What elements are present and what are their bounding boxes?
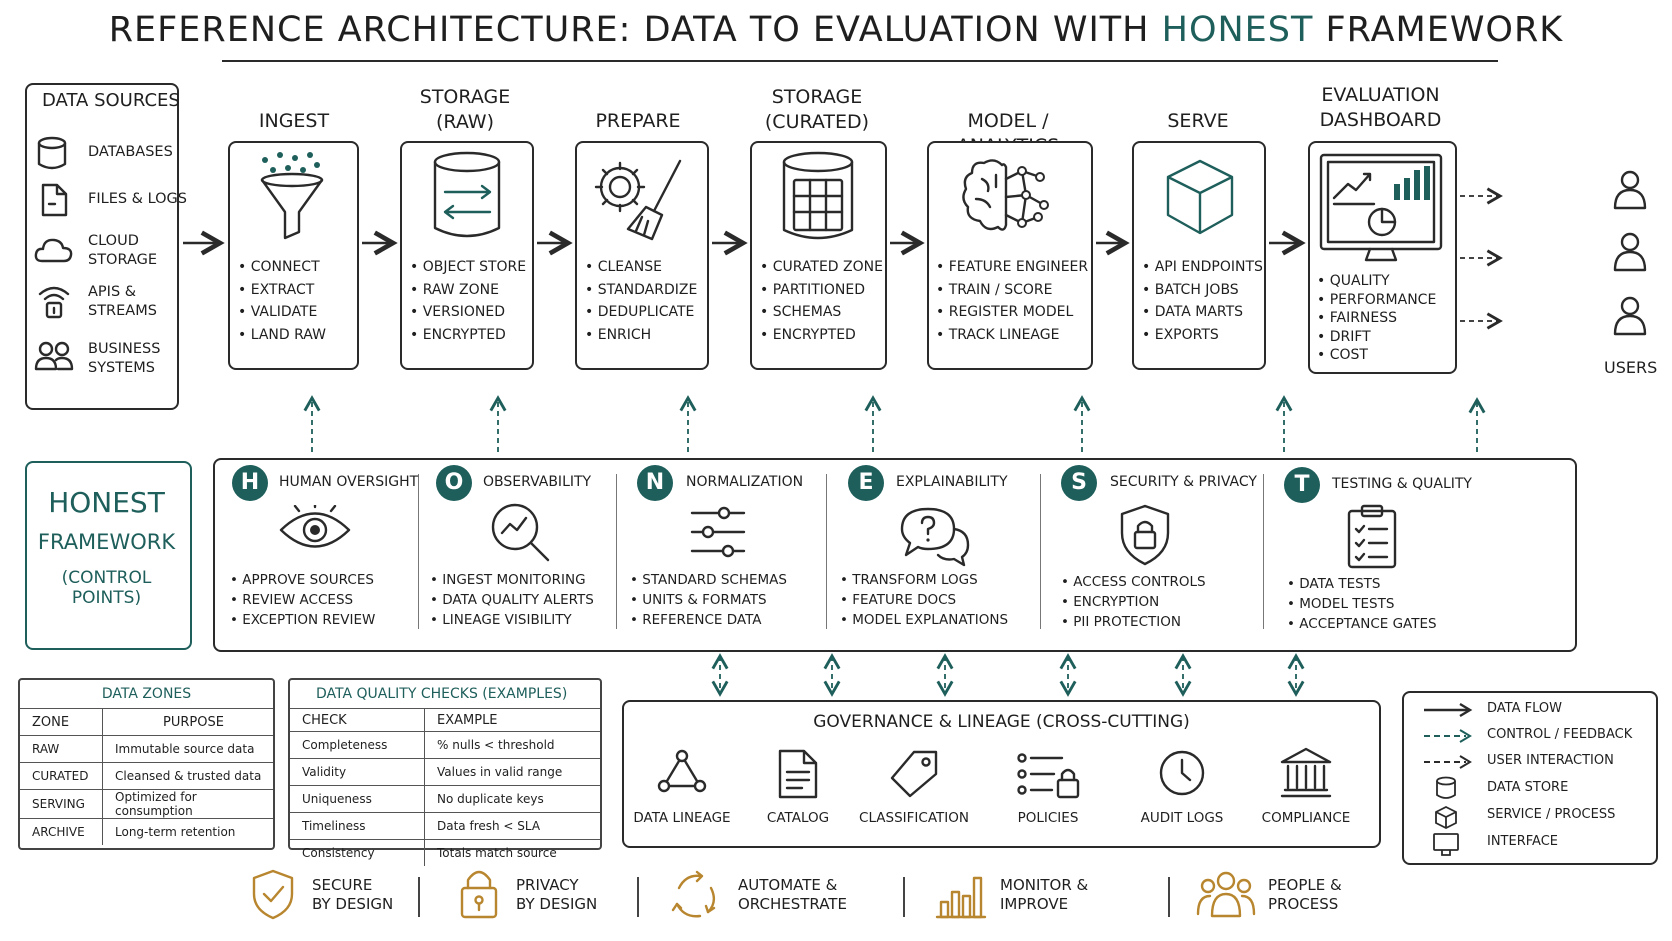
honest-letter-h: H: [232, 465, 268, 501]
table-cell: Completeness: [290, 732, 425, 759]
bullet: • ACCEPTANCE GATES: [1287, 614, 1437, 634]
user-icon: [1612, 296, 1648, 336]
bullet: • FEATURE ENGINEER: [936, 256, 1088, 279]
bullet: • CLEANSE: [585, 256, 697, 279]
table-header: ZONE: [20, 709, 103, 736]
dq-checks-grid: [290, 708, 600, 866]
table-cell: SERVING: [20, 790, 103, 819]
bullet: • API ENDPOINTS: [1142, 256, 1263, 279]
footer-privacy-by-design: PRIVACY BY DESIGN: [516, 876, 598, 913]
page-title: [0, 10, 1672, 50]
legend-data-store: DATA STORE: [1487, 780, 1569, 795]
bullet: • REGISTER MODEL: [936, 301, 1088, 324]
api-icon: [36, 284, 72, 320]
stage-ingest-label: INGEST: [258, 110, 330, 132]
stage-prepare-bullets: [585, 256, 697, 346]
divider: [903, 877, 905, 917]
dq-checks-title: DATA QUALITY CHECKS (EXAMPLES): [316, 686, 568, 702]
honest-bullets-h: [230, 570, 375, 630]
bullet: • MODEL TESTS: [1287, 594, 1437, 614]
magnifier-chart-icon: [488, 500, 558, 565]
policy-list-lock-icon: [1016, 750, 1082, 800]
sliders-icon: [688, 505, 748, 560]
bullet: • TRANSFORM LOGS: [840, 570, 1008, 590]
bullet: • CURATED ZONE: [760, 256, 883, 279]
clock-icon: [1157, 748, 1207, 798]
table-row: [290, 732, 600, 759]
bullet: • EXCEPTION REVIEW: [230, 610, 375, 630]
bullet: • REFERENCE DATA: [630, 610, 787, 630]
honest-letter-e: E: [848, 465, 884, 501]
stage-evaluation-bullets: [1317, 272, 1436, 365]
table-cell: No duplicate keys: [425, 786, 601, 813]
gov-data-lineage: DATA LINEAGE: [633, 810, 731, 826]
table-cell: % nulls < threshold: [425, 732, 601, 759]
table-cell: Immutable source data: [103, 736, 274, 763]
bullet: • COST: [1317, 346, 1436, 365]
gear-broom-icon: [590, 155, 690, 245]
divider: [637, 877, 639, 917]
funnel-icon: [255, 150, 330, 245]
bullet: • QUALITY: [1317, 272, 1436, 291]
data-zones-table: [18, 678, 275, 850]
bank-icon: [1278, 746, 1334, 800]
table-cell: Validity: [290, 759, 425, 786]
table-row: [20, 763, 273, 790]
bullet: • VERSIONED: [410, 301, 526, 324]
table-cell: Long-term retention: [103, 819, 274, 846]
data-zones-title: DATA ZONES: [101, 686, 192, 702]
honest-letter-o: O: [436, 465, 472, 501]
table-cell: Cleansed & trusted data: [103, 763, 274, 790]
bullet: • TRACK LINEAGE: [936, 324, 1088, 347]
source-apis-streams: APIS & STREAMS: [88, 284, 157, 319]
bullet: • REVIEW ACCESS: [230, 590, 375, 610]
brain-network-icon: [960, 155, 1055, 240]
gov-classification: CLASSIFICATION: [859, 810, 969, 826]
people-group-icon: [1196, 868, 1256, 920]
bullet: • STANDARD SCHEMAS: [630, 570, 787, 590]
honest-letter-s: S: [1061, 465, 1097, 501]
honest-label-line2: FRAMEWORK: [37, 530, 176, 554]
source-cloud-storage: CLOUD STORAGE: [88, 233, 158, 268]
bullet: • ENCRYPTION: [1061, 592, 1206, 612]
table-row: [290, 813, 600, 840]
bullet: • EXPORTS: [1142, 324, 1263, 347]
user-icon: [1612, 232, 1648, 272]
document-icon: [776, 748, 820, 800]
divider: [1168, 877, 1170, 917]
stage-serve-label: SERVE: [1167, 110, 1229, 132]
tag-icon: [888, 748, 940, 800]
dq-checks-table: [288, 678, 602, 860]
bullet: • ENCRYPTED: [410, 324, 526, 347]
bullet: • RAW ZONE: [410, 279, 526, 302]
table-cell: Timeliness: [290, 813, 425, 840]
table-row: [290, 786, 600, 813]
bullet: • OBJECT STORE: [410, 256, 526, 279]
stage-evaluation-label: EVALUATION DASHBOARD: [1319, 84, 1442, 131]
bullet: • LINEAGE VISIBILITY: [430, 610, 594, 630]
divider: [418, 474, 419, 629]
stage-storage-curated-label: STORAGE (CURATED): [764, 86, 870, 133]
legend-data-flow: DATA FLOW: [1487, 701, 1562, 716]
bullet: • VALIDATE: [238, 301, 326, 324]
shield-check-icon: [250, 868, 296, 920]
bullet: • PERFORMANCE: [1317, 291, 1436, 310]
stage-ingest-bullets: [238, 256, 326, 346]
dashboard-monitor-icon: [1318, 152, 1444, 267]
table-cell: Data fresh < SLA: [425, 813, 601, 840]
cloud-icon: [34, 234, 74, 264]
legend-icons: [1420, 700, 1480, 860]
gov-catalog: CATALOG: [766, 810, 830, 826]
honest-letter-n: N: [637, 465, 673, 501]
honest-bullets-o: [430, 570, 594, 630]
legend-service-process: SERVICE / PROCESS: [1487, 807, 1616, 822]
honest-bullets-e: [840, 570, 1008, 630]
eye-icon: [277, 505, 353, 555]
legend-interface: INTERFACE: [1487, 834, 1558, 849]
table-cell: RAW: [20, 736, 103, 763]
title-underline: [222, 60, 1498, 62]
data-zones-grid: [20, 708, 273, 845]
table-row: [20, 790, 273, 819]
footer-secure-by-design: SECURE BY DESIGN: [312, 876, 394, 913]
padlock-icon: [458, 866, 500, 920]
bullet: • MODEL EXPLANATIONS: [840, 610, 1008, 630]
source-business-systems: BUSINESS SYSTEMS: [88, 341, 161, 376]
stage-storage-raw-label: STORAGE (RAW): [419, 86, 511, 133]
bullet: • INGEST MONITORING: [430, 570, 594, 590]
honest-name-t: TESTING & QUALITY: [1332, 476, 1472, 492]
bullet: • DATA MARTS: [1142, 301, 1263, 324]
table-header: EXAMPLE: [425, 709, 601, 732]
bullet: • DATA QUALITY ALERTS: [430, 590, 594, 610]
governance-title: GOVERNANCE & LINEAGE (CROSS-CUTTING): [813, 712, 1190, 732]
divider: [418, 877, 420, 917]
title-prefix: REFERENCE ARCHITECTURE: DATA TO EVALUATION WITH: [108, 10, 1150, 50]
honest-name-o: OBSERVABILITY: [483, 474, 592, 490]
data-sources-title: DATA SOURCES: [42, 90, 180, 111]
user-icon: [1612, 170, 1648, 210]
bar-chart-icon: [935, 868, 987, 920]
bullet: • UNITS & FORMATS: [630, 590, 787, 610]
cube-icon: [1160, 155, 1240, 240]
footer-automate-orchestrate: AUTOMATE & ORCHESTRATE: [738, 876, 847, 913]
legend-user-interaction: USER INTERACTION: [1487, 753, 1614, 768]
people-icon: [34, 340, 74, 372]
gov-compliance: COMPLIANCE: [1261, 810, 1351, 826]
honest-bullets-n: [630, 570, 787, 630]
bullet: • SCHEMAS: [760, 301, 883, 324]
footer-monitor-improve: MONITOR & IMPROVE: [1000, 876, 1089, 913]
bullet: • CONNECT: [238, 256, 326, 279]
bullet: • ACCESS CONTROLS: [1061, 572, 1206, 592]
divider: [1263, 474, 1264, 629]
divider: [1040, 474, 1041, 629]
source-databases: DATABASES: [88, 144, 173, 160]
file-icon: [40, 182, 70, 218]
table-row: [20, 819, 273, 846]
honest-label-line3: (CONTROL POINTS): [61, 568, 152, 608]
footer-people-process: PEOPLE & PROCESS: [1268, 876, 1342, 913]
database-icon: [430, 150, 505, 245]
honest-name-s: SECURITY & PRIVACY: [1110, 474, 1257, 490]
bullet: • BATCH JOBS: [1142, 279, 1263, 302]
database-icon: [36, 136, 72, 172]
divider: [616, 474, 617, 629]
bullet: • DEDUPLICATE: [585, 301, 697, 324]
honest-name-e: EXPLAINABILITY: [896, 474, 1008, 490]
title-suffix: FRAMEWORK: [1325, 10, 1564, 50]
source-files-logs: FILES & LOGS: [88, 191, 188, 207]
bullet: • LAND RAW: [238, 324, 326, 347]
stage-storage-raw-bullets: [410, 256, 526, 346]
honest-name-h: HUMAN OVERSIGHT: [279, 474, 419, 490]
honest-name-n: NORMALIZATION: [686, 474, 804, 490]
bullet: • FAIRNESS: [1317, 309, 1436, 328]
question-bubble-icon: [898, 505, 972, 567]
divider: [826, 474, 827, 629]
table-header: CHECK: [290, 709, 425, 732]
table-cell: Values in valid range: [425, 759, 601, 786]
table-database-icon: [778, 150, 858, 245]
bullet: • TRAIN / SCORE: [936, 279, 1088, 302]
table-cell: Uniqueness: [290, 786, 425, 813]
stage-serve-bullets: [1142, 256, 1263, 346]
table-cell: ARCHIVE: [20, 819, 103, 846]
bullet: • PII PROTECTION: [1061, 612, 1206, 632]
stage-model-bullets: [936, 256, 1088, 346]
bullet: • APPROVE SOURCES: [230, 570, 375, 590]
checklist-icon: [1345, 503, 1399, 571]
table-cell: CURATED: [20, 763, 103, 790]
bullet: • EXTRACT: [238, 279, 326, 302]
cycle-icon: [670, 870, 720, 920]
bullet: • DRIFT: [1317, 328, 1436, 347]
legend-control-feedback: CONTROL / FEEDBACK: [1487, 727, 1633, 742]
bullet: • ENRICH: [585, 324, 697, 347]
gov-audit-logs: AUDIT LOGS: [1140, 810, 1224, 826]
bullet: • PARTITIONED: [760, 279, 883, 302]
stage-model-label: MODEL /: [967, 110, 1049, 132]
bullet: • DATA TESTS: [1287, 574, 1437, 594]
honest-letter-t: T: [1284, 467, 1320, 503]
table-header: PURPOSE: [103, 709, 274, 736]
table-cell: Optimized for consumption: [103, 790, 274, 819]
table-cell: Totals match source: [425, 840, 601, 867]
table-row: [20, 736, 273, 763]
lineage-icon: [654, 748, 710, 796]
bullet: • STANDARDIZE: [585, 279, 697, 302]
table-cell: Consistency: [290, 840, 425, 867]
honest-bullets-t: [1287, 574, 1437, 634]
table-row: [290, 840, 600, 867]
bullet: • FEATURE DOCS: [840, 590, 1008, 610]
table-row: [290, 759, 600, 786]
gov-policies: POLICIES: [1017, 810, 1079, 826]
stage-storage-curated-bullets: [760, 256, 883, 346]
title-accent: HONEST: [1161, 10, 1314, 50]
stage-prepare-label: PREPARE: [595, 110, 681, 132]
shield-lock-icon: [1118, 503, 1172, 567]
users-label: USERS: [1604, 358, 1658, 377]
honest-label-line1: HONEST: [48, 486, 165, 519]
bullet: • ENCRYPTED: [760, 324, 883, 347]
honest-bullets-s: [1061, 572, 1206, 632]
